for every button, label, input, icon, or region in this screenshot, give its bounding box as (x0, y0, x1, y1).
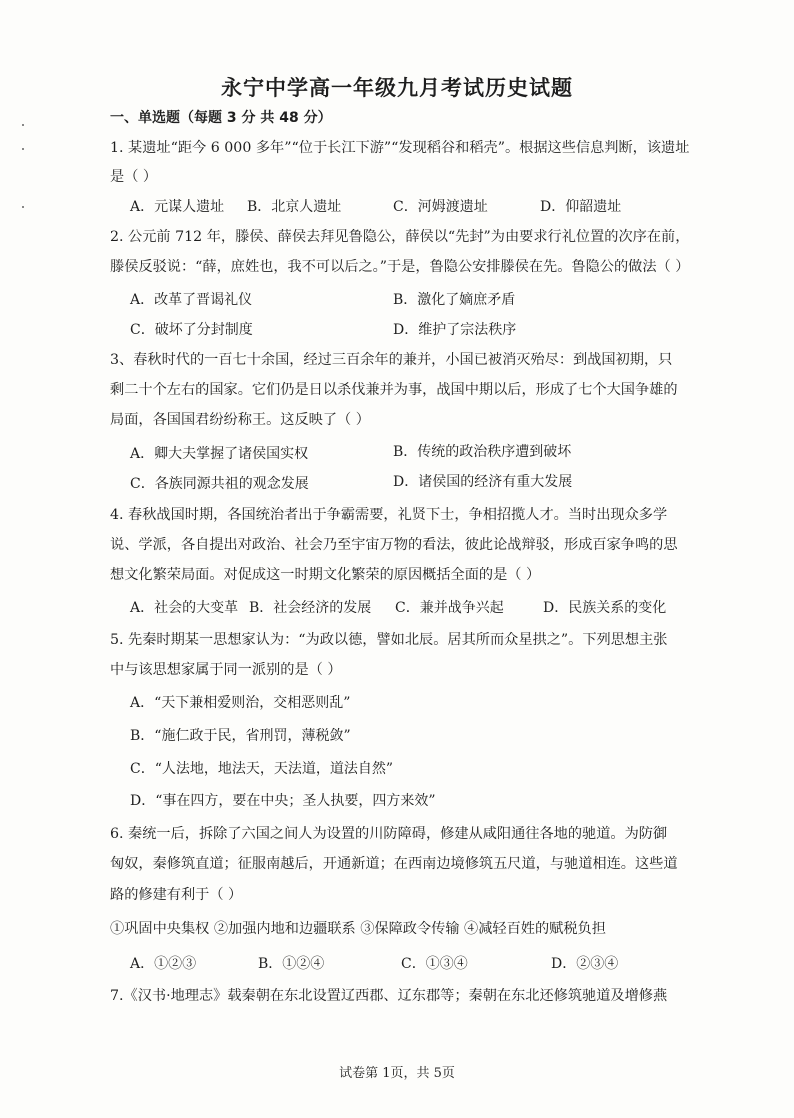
q4-line: 4. 春秋战国时期，各国统治者出于争霸需要，礼贤下士，争相招揽人才。当时出现众多学 (110, 507, 668, 523)
q4-option-a: A．社会的大变革 (130, 600, 239, 616)
q3-line: 局面，各国国君纷纷称王。这反映了（ ） (110, 412, 370, 428)
q6-line: 6. 秦统一后，拆除了六国之间人为设置的川防障碍，修建从咸阳通往各地的驰道。为防御 (110, 826, 668, 842)
q5-option-c: C．“人法地，地法天，天法道，道法自然” (130, 761, 394, 777)
page-footer: 试卷第 1页，共 5页 (339, 1066, 455, 1081)
q2-option-c: C．破坏了分封制度 (130, 322, 253, 338)
q5-option-a: A．“天下兼相爱则治，交相恶则乱” (130, 695, 351, 711)
q6-option-d: D．②③④ (551, 956, 619, 972)
q3-option-a: A．卿大夫掌握了诸侯国实权 (130, 446, 309, 462)
q5-line: 5. 先秦时期某一思想家认为：“为政以德，譬如北辰。居其所而众星拱之”。下列思想主张 (110, 632, 668, 648)
q1-option-c: C．河姆渡遗址 (393, 199, 488, 215)
q3-line: 剩二十个左右的国家。它们仍是日以杀伐兼并为事，战国中期以后，形成了七个大国争雄的 (110, 382, 678, 398)
q5-option-b: B．“施仁政于民，省刑罚，薄税敛” (130, 728, 351, 744)
q6-option-b: B．①②④ (258, 956, 325, 972)
q1-option-d: D．仰韶遗址 (540, 199, 622, 215)
q2-option-a: A．改革了晋谒礼仪 (130, 292, 253, 308)
scan-mark (22, 124, 24, 126)
q4-line: 说、学派，各自提出对政治、社会乃至宇宙万物的看法，彼此论战辩驳，形成百家争鸣的思 (110, 537, 678, 553)
q4-option-d: D．民族关系的变化 (543, 600, 667, 616)
exam-title: 永宁中学高一年级九月考试历史试题 (221, 76, 573, 100)
section-heading: 一、单选题（每题 3 分 共 48 分） (110, 110, 332, 126)
scan-mark (22, 148, 24, 150)
q1-option-b: B．北京人遗址 (247, 199, 342, 215)
q6-option-a: A．①②③ (130, 956, 197, 972)
q7-line: 7.《汉书·地理志》载秦朝在东北设置辽西郡、辽东郡等；秦朝在东北还修筑驰道及增修燕 (110, 988, 668, 1004)
q6-line: 路的修建有利于（ ） (110, 887, 243, 903)
q1-line: 是（ ） (110, 169, 158, 185)
q6-option-c: C．①③④ (401, 956, 468, 972)
q2-option-d: D．维护了宗法秩序 (393, 322, 517, 338)
q4-option-c: C．兼并战争兴起 (395, 600, 504, 616)
q3-option-d: D．诸侯国的经济有重大发展 (393, 474, 573, 490)
q3-option-c: C．各族同源共祖的观念发展 (130, 476, 309, 492)
q3-option-b: B．传统的政治秩序遭到破坏 (393, 444, 572, 460)
q5-option-d: D．“事在四方，要在中央；圣人执要，四方来效” (130, 793, 436, 809)
q4-line: 想文化繁荣局面。对促成这一时期文化繁荣的原因概括全面的是（ ） (110, 567, 541, 583)
q4-option-b: B．社会经济的发展 (249, 600, 372, 616)
q2-line: 2. 公元前 712 年，滕侯、薛侯去拜见鲁隐公，薛侯以“先封”为由要求行礼位置的次序在前， (110, 229, 690, 245)
scan-mark (22, 206, 24, 208)
q2-line: 滕侯反驳说：“薛，庶姓也，我不可以后之。”于是，鲁隐公安排滕侯在先。鲁隐公的做法（ ） (110, 259, 690, 275)
q6-line: 匈奴，秦修筑直道；征服南越后，开通新道；在西南边境修筑五尺道，与驰道相连。这些道 (110, 856, 678, 872)
q2-option-b: B．激化了嫡庶矛盾 (393, 292, 516, 308)
q3-line: 3、春秋时代的一百七十余国，经过三百余年的兼并，小国已被消灭殆尽：到战国初期，只 (110, 352, 673, 368)
q1-line: 1. 某遗址“距今 6 000 多年”“位于长江下游”“发现稻谷和稻壳”。根据这些信息判断，该遗址 (110, 140, 690, 156)
q1-option-a: A．元谋人遗址 (130, 199, 225, 215)
q5-line: 中与该思想家属于同一派别的是（ ） (110, 662, 342, 678)
q6-statements: ①巩固中央集权 ②加强内地和边疆联系 ③保障政令传输 ④减轻百姓的赋税负担 (110, 921, 606, 937)
